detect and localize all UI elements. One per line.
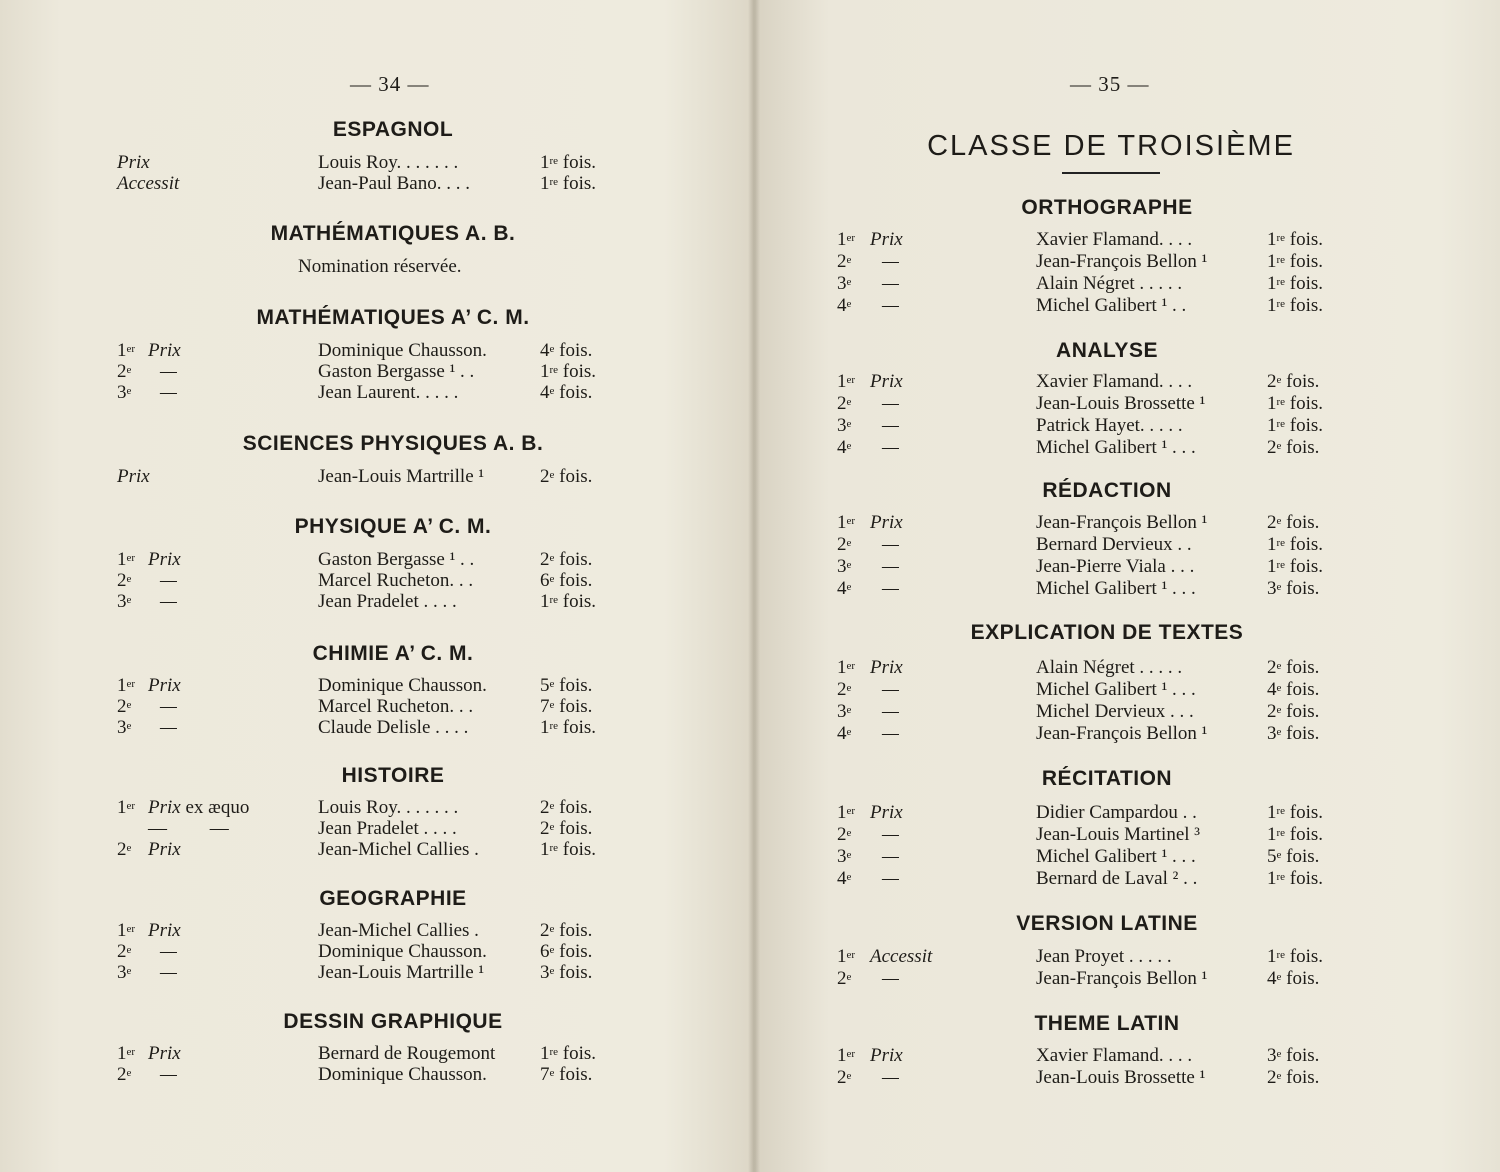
page-number: — 34 — — [350, 72, 430, 96]
award-type: — — [882, 437, 899, 458]
award-type: — — [882, 393, 899, 414]
page-number: — 35 — — [1070, 72, 1150, 96]
award-type: — — [882, 578, 899, 599]
award-type: Prix — [870, 512, 903, 533]
award-row — [755, 824, 1500, 846]
award-count: 1re fois. — [540, 152, 597, 173]
rank: 1er — [837, 512, 856, 533]
section-heading: RÉCITATION — [1041, 767, 1173, 790]
award-row — [755, 251, 1500, 273]
student-name: Jean-Louis Martrille ¹ — [318, 466, 485, 487]
rank: 2e — [837, 824, 852, 845]
student-name: Jean-François Bellon ¹ — [1036, 968, 1208, 989]
award-count: 3e fois. — [1267, 723, 1320, 744]
award-row — [0, 818, 755, 840]
rank: 1er — [837, 229, 856, 250]
award-count: 2e fois. — [1267, 437, 1320, 458]
award-row — [0, 591, 755, 613]
award-count: 2e fois. — [540, 466, 593, 487]
section-heading: ESPAGNOL — [332, 118, 454, 141]
award-row — [755, 968, 1500, 990]
award-type: — — [160, 717, 177, 738]
award-count: 3e fois. — [540, 962, 593, 983]
student-name: Michel Galibert ¹ . . . — [1036, 679, 1196, 700]
student-name: Gaston Bergasse ¹ . . — [318, 549, 475, 570]
award-type: — — [882, 251, 899, 272]
award-count: 2e fois. — [1267, 1067, 1320, 1088]
student-name: Jean-Michel Callies . — [318, 920, 479, 941]
award-count: 1re fois. — [540, 591, 597, 612]
award-type: — — [160, 1064, 177, 1085]
rank: 2e — [837, 679, 852, 700]
section-heading: ANALYSE — [1056, 339, 1158, 362]
award-count: 1re fois. — [1267, 868, 1324, 889]
award-type: — — [882, 415, 899, 436]
section-note: Nomination réservée. — [298, 256, 462, 277]
award-row — [755, 679, 1500, 701]
student-name: Bernard de Laval ² . . — [1036, 868, 1198, 889]
award-row — [755, 371, 1500, 393]
student-name: Michel Galibert ¹ . . — [1036, 295, 1187, 316]
student-name: Dominique Chausson. — [318, 675, 487, 696]
award-type: Prix — [148, 839, 181, 860]
section-heading: MATHÉMATIQUES A. B. — [270, 222, 516, 245]
student-name: Jean Pradelet . . . . — [318, 818, 457, 839]
student-name: Alain Négret . . . . . — [1036, 657, 1183, 678]
award-count: 7e fois. — [540, 696, 593, 717]
award-count: 1re fois. — [1267, 415, 1324, 436]
section-heading: DESSIN GRAPHIQUE — [283, 1010, 503, 1033]
award-type: Prix — [148, 675, 181, 696]
rank: 3e — [837, 701, 852, 722]
student-name: Xavier Flamand. . . . — [1036, 371, 1193, 392]
award-type: Accessit — [117, 173, 180, 194]
award-count: 2e fois. — [540, 920, 593, 941]
award-row — [755, 846, 1500, 868]
award-count: 5e fois. — [1267, 846, 1320, 867]
award-type: — — [882, 701, 899, 722]
student-name: Jean Laurent. . . . . — [318, 382, 459, 403]
award-type: — — [882, 295, 899, 316]
award-type: — — [882, 556, 899, 577]
rank: 2e — [117, 941, 132, 962]
award-count: 2e fois. — [540, 549, 593, 570]
student-name: Jean-Louis Brossette ¹ — [1036, 1067, 1206, 1088]
award-type: — — — [148, 818, 229, 839]
student-name: Jean-François Bellon ¹ — [1036, 251, 1208, 272]
award-type: — — [882, 679, 899, 700]
student-name: Jean-Louis Brossette ¹ — [1036, 393, 1206, 414]
student-name: Xavier Flamand. . . . — [1036, 229, 1193, 250]
award-type: — — [160, 361, 177, 382]
award-count: 6e fois. — [540, 941, 593, 962]
student-name: Bernard de Rougemont — [318, 1043, 496, 1064]
award-row — [0, 152, 755, 174]
award-count: 2e fois. — [1267, 512, 1320, 533]
rank: 2e — [837, 1067, 852, 1088]
award-count: 1re fois. — [1267, 946, 1324, 967]
rank: 1er — [117, 797, 136, 818]
section-heading: RÉDACTION — [1042, 479, 1172, 502]
award-row — [755, 393, 1500, 415]
rank: 3e — [117, 382, 132, 403]
rank: 3e — [117, 962, 132, 983]
award-count: 3e fois. — [1267, 1045, 1320, 1066]
student-name: Xavier Flamand. . . . — [1036, 1045, 1193, 1066]
award-type: — — [882, 534, 899, 555]
award-count: 1re fois. — [1267, 251, 1324, 272]
award-row — [0, 466, 755, 488]
rank: 1er — [837, 1045, 856, 1066]
award-row — [0, 797, 755, 819]
rank: 2e — [117, 696, 132, 717]
rank: 3e — [837, 415, 852, 436]
student-name: Jean-Louis Martinel ³ — [1036, 824, 1200, 845]
award-type: Prix — [148, 549, 181, 570]
award-row — [755, 868, 1500, 890]
award-type: Prix — [870, 229, 903, 250]
award-type: — — [882, 273, 899, 294]
award-row — [755, 415, 1500, 437]
award-count: 1re fois. — [1267, 534, 1324, 555]
award-row — [755, 437, 1500, 459]
award-count: 1re fois. — [1267, 556, 1324, 577]
rank: 2e — [117, 570, 132, 591]
award-row — [0, 361, 755, 383]
section-heading: MATHÉMATIQUES A’ C. M. — [256, 306, 530, 329]
student-name: Michel Galibert ¹ . . . — [1036, 578, 1196, 599]
section-heading: VERSION LATINE — [1016, 912, 1198, 935]
award-row — [755, 1045, 1500, 1067]
award-count: 4e fois. — [1267, 679, 1320, 700]
award-type: Prix — [148, 920, 181, 941]
rank: 2e — [837, 393, 852, 414]
rank: 1er — [837, 946, 856, 967]
rank: 3e — [117, 591, 132, 612]
rank: 4e — [837, 868, 852, 889]
student-name: Jean-François Bellon ¹ — [1036, 723, 1208, 744]
book-gutter — [748, 0, 760, 1172]
section-heading: SCIENCES PHYSIQUES A. B. — [242, 432, 544, 455]
rank: 4e — [837, 295, 852, 316]
award-row — [755, 723, 1500, 745]
student-name: Jean-Pierre Viala . . . — [1036, 556, 1195, 577]
award-count: 6e fois. — [540, 570, 593, 591]
rank: 2e — [117, 1064, 132, 1085]
award-row — [755, 229, 1500, 251]
rank: 1er — [837, 371, 856, 392]
student-name: Jean Pradelet . . . . — [318, 591, 457, 612]
student-name: Dominique Chausson. — [318, 1064, 487, 1085]
award-row — [755, 556, 1500, 578]
award-row — [0, 1064, 755, 1086]
award-type: Prix — [148, 1043, 181, 1064]
award-count: 2e fois. — [540, 818, 593, 839]
award-row — [0, 173, 755, 195]
student-name: Claude Delisle . . . . — [318, 717, 469, 738]
award-type: — — [882, 1067, 899, 1088]
student-name: Michel Dervieux . . . — [1036, 701, 1194, 722]
student-name: Alain Négret . . . . . — [1036, 273, 1183, 294]
section-heading: THEME LATIN — [1034, 1012, 1180, 1035]
rank: 1er — [837, 802, 856, 823]
award-row — [755, 578, 1500, 600]
award-row — [755, 701, 1500, 723]
award-type: Prix — [117, 152, 150, 173]
student-name: Jean Proyet . . . . . — [1036, 946, 1172, 967]
rank: 2e — [837, 251, 852, 272]
rank: 2e — [837, 968, 852, 989]
award-row — [755, 295, 1500, 317]
student-name: Patrick Hayet. . . . . — [1036, 415, 1183, 436]
rank: 4e — [837, 437, 852, 458]
award-type: — — [882, 723, 899, 744]
award-row — [755, 946, 1500, 968]
award-type: Prix ex æquo — [148, 797, 250, 818]
student-name: Jean-Michel Callies . — [318, 839, 479, 860]
award-type: — — [882, 846, 899, 867]
award-count: 1re fois. — [1267, 824, 1324, 845]
rank: 1er — [117, 1043, 136, 1064]
student-name: Louis Roy. . . . . . . — [318, 152, 459, 173]
rank: 1er — [837, 657, 856, 678]
title-underline — [1062, 172, 1160, 174]
student-name: Jean-François Bellon ¹ — [1036, 512, 1208, 533]
award-count: 1re fois. — [1267, 295, 1324, 316]
page-35 — [755, 0, 1500, 1172]
rank: 4e — [837, 723, 852, 744]
student-name: Michel Galibert ¹ . . . — [1036, 846, 1196, 867]
section-heading: GEOGRAPHIE — [319, 887, 467, 910]
award-row — [0, 340, 755, 362]
award-count: 1re fois. — [1267, 273, 1324, 294]
rank: 2e — [117, 839, 132, 860]
rank: 1er — [117, 549, 136, 570]
award-row — [755, 534, 1500, 556]
award-count: 2e fois. — [540, 797, 593, 818]
award-count: 2e fois. — [1267, 701, 1320, 722]
award-row — [0, 962, 755, 984]
award-type: Accessit — [870, 946, 933, 967]
award-type: — — [882, 824, 899, 845]
rank: 1er — [117, 675, 136, 696]
student-name: Jean-Paul Bano. . . . — [318, 173, 470, 194]
award-row — [0, 717, 755, 739]
rank: 3e — [837, 846, 852, 867]
rank: 3e — [837, 556, 852, 577]
award-count: 1re fois. — [540, 839, 597, 860]
award-count: 4e fois. — [540, 382, 593, 403]
section-heading: CHIMIE A’ C. M. — [312, 642, 474, 665]
award-row — [755, 512, 1500, 534]
award-row — [0, 696, 755, 718]
student-name: Michel Galibert ¹ . . . — [1036, 437, 1196, 458]
student-name: Louis Roy. . . . . . . — [318, 797, 459, 818]
award-row — [0, 382, 755, 404]
rank: 1er — [117, 340, 136, 361]
award-type: Prix — [870, 802, 903, 823]
section-heading: HISTOIRE — [341, 764, 445, 787]
award-row — [0, 839, 755, 861]
award-type: Prix — [870, 1045, 903, 1066]
award-row — [0, 549, 755, 571]
award-row — [0, 570, 755, 592]
award-count: 3e fois. — [1267, 578, 1320, 599]
section-heading: ORTHOGRAPHE — [1021, 196, 1193, 219]
section-heading: EXPLICATION DE TEXTES — [970, 621, 1244, 644]
section-heading: PHYSIQUE A’ C. M. — [294, 515, 492, 538]
award-count: 4e fois. — [1267, 968, 1320, 989]
award-type: Prix — [870, 657, 903, 678]
student-name: Didier Campardou . . — [1036, 802, 1197, 823]
award-count: 2e fois. — [1267, 657, 1320, 678]
student-name: Marcel Rucheton. . . — [318, 696, 474, 717]
award-type: — — [160, 941, 177, 962]
rank: 1er — [117, 920, 136, 941]
student-name: Dominique Chausson. — [318, 340, 487, 361]
rank: 2e — [837, 534, 852, 555]
award-row — [755, 657, 1500, 679]
award-type: — — [160, 591, 177, 612]
award-row — [755, 802, 1500, 824]
award-count: 1re fois. — [1267, 393, 1324, 414]
student-name: Marcel Rucheton. . . — [318, 570, 474, 591]
award-row — [0, 941, 755, 963]
award-count: 1re fois. — [1267, 229, 1324, 250]
award-count: 4e fois. — [540, 340, 593, 361]
student-name: Gaston Bergasse ¹ . . — [318, 361, 475, 382]
award-count: 7e fois. — [540, 1064, 593, 1085]
rank: 3e — [837, 273, 852, 294]
award-type: — — [160, 962, 177, 983]
award-row — [0, 1043, 755, 1065]
rank: 4e — [837, 578, 852, 599]
award-count: 2e fois. — [1267, 371, 1320, 392]
award-row — [755, 273, 1500, 295]
award-type: — — [160, 696, 177, 717]
rank: 2e — [117, 361, 132, 382]
student-name: Bernard Dervieux . . — [1036, 534, 1192, 555]
award-count: 1re fois. — [540, 173, 597, 194]
award-row — [0, 675, 755, 697]
award-type: Prix — [148, 340, 181, 361]
award-count: 1re fois. — [540, 1043, 597, 1064]
award-type: — — [160, 570, 177, 591]
class-title: CLASSE DE TROISIÈME — [927, 130, 1295, 162]
award-count: 5e fois. — [540, 675, 593, 696]
award-type: Prix — [117, 466, 150, 487]
award-count: 1re fois. — [540, 717, 597, 738]
award-row — [0, 920, 755, 942]
award-type: — — [882, 968, 899, 989]
award-row — [755, 1067, 1500, 1089]
award-count: 1re fois. — [540, 361, 597, 382]
award-type: — — [882, 868, 899, 889]
award-count: 1re fois. — [1267, 802, 1324, 823]
rank: 3e — [117, 717, 132, 738]
award-type: — — [160, 382, 177, 403]
student-name: Dominique Chausson. — [318, 941, 487, 962]
award-type: Prix — [870, 371, 903, 392]
student-name: Jean-Louis Martrille ¹ — [318, 962, 485, 983]
